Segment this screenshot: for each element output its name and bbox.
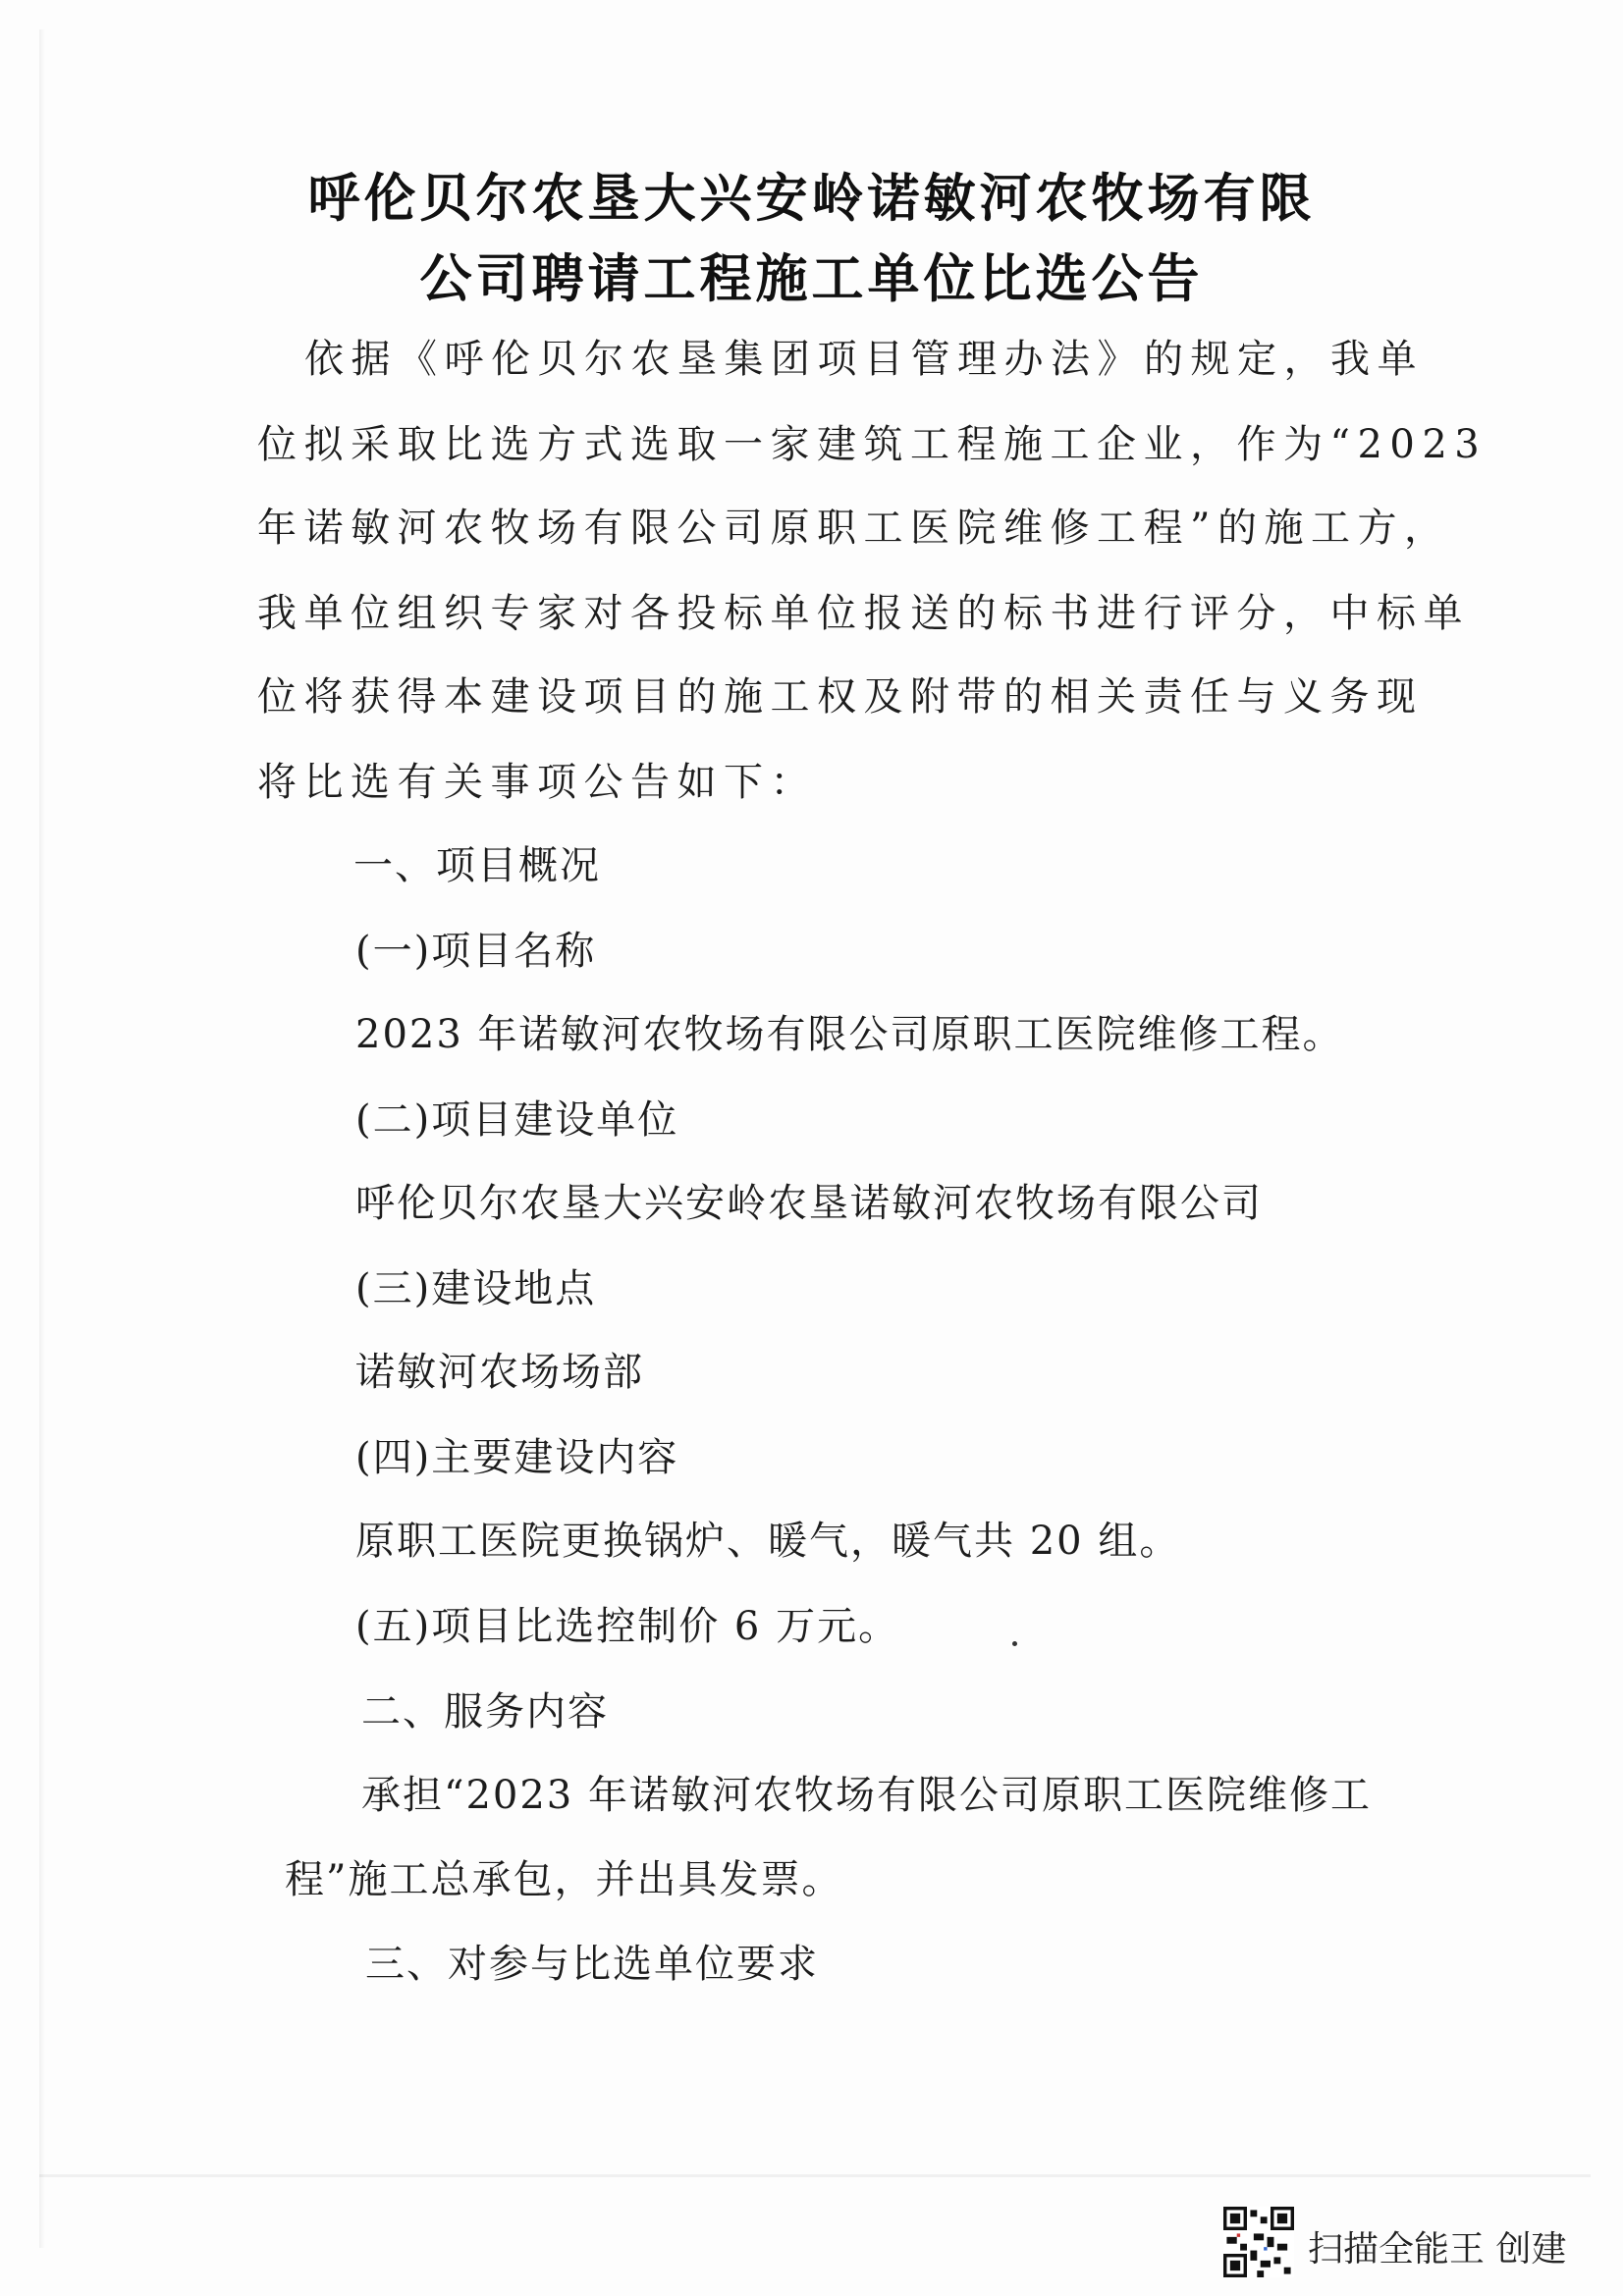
scan-edge-line — [39, 2174, 1591, 2177]
scan-edge-shadow — [39, 29, 45, 2248]
project-name-heading: (一)项目名称 — [355, 929, 597, 974]
project-location-heading: (三)建设地点 — [355, 1266, 597, 1311]
project-unit-value: 呼伦贝尔农垦大兴安岭农垦诺敏河农牧场有限公司 — [355, 1181, 1263, 1226]
intro-line-5: 位将获得本建设项目的施工权及附带的相关责任与义务现 — [257, 674, 1424, 720]
project-name-value: 2023 年诺敏河农牧场有限公司原职工医院维修工程。 — [355, 1012, 1344, 1057]
scan-speck — [1012, 1641, 1017, 1646]
document-title-line-2: 公司聘请工程施工单位比选公告 — [419, 249, 1204, 309]
qr-code-icon — [1223, 2207, 1294, 2277]
project-unit-heading: (二)项目建设单位 — [355, 1097, 679, 1143]
intro-line-6: 将比选有关事项公告如下： — [257, 760, 817, 805]
project-content-heading: (四)主要建设内容 — [355, 1435, 679, 1480]
project-content-value: 原职工医院更换锅炉、暖气，暖气共 20 组。 — [355, 1519, 1181, 1564]
project-price-line: (五)项目比选控制价 6 万元。 — [355, 1604, 900, 1649]
intro-line-3: 年诺敏河农牧场有限公司原职工医院维修工程”的施工方， — [257, 506, 1451, 551]
section-1-heading: 一、项目概况 — [353, 843, 601, 888]
document-title-line-1: 呼伦贝尔农垦大兴安岭诺敏河农牧场有限 — [307, 169, 1316, 229]
intro-line-1: 依据《呼伦贝尔农垦集团项目管理办法》的规定，我单 — [304, 337, 1424, 382]
scanner-brand-label: 扫描全能王 创建 — [1308, 2229, 1567, 2269]
service-body-line-1: 承担“2023 年诺敏河农牧场有限公司原职工医院维修工 — [361, 1773, 1372, 1818]
intro-line-4: 我单位组织专家对各投标单位报送的标书进行评分，中标单 — [257, 591, 1470, 636]
section-3-heading: 三、对参与比选单位要求 — [365, 1942, 819, 1987]
project-location-value: 诺敏河农场场部 — [355, 1350, 644, 1395]
intro-line-2: 位拟采取比选方式选取一家建筑工程施工企业，作为“2023 — [257, 422, 1488, 467]
service-body-line-2: 程”施工总承包，并出具发票。 — [285, 1857, 843, 1902]
section-2-heading: 二、服务内容 — [361, 1689, 609, 1735]
